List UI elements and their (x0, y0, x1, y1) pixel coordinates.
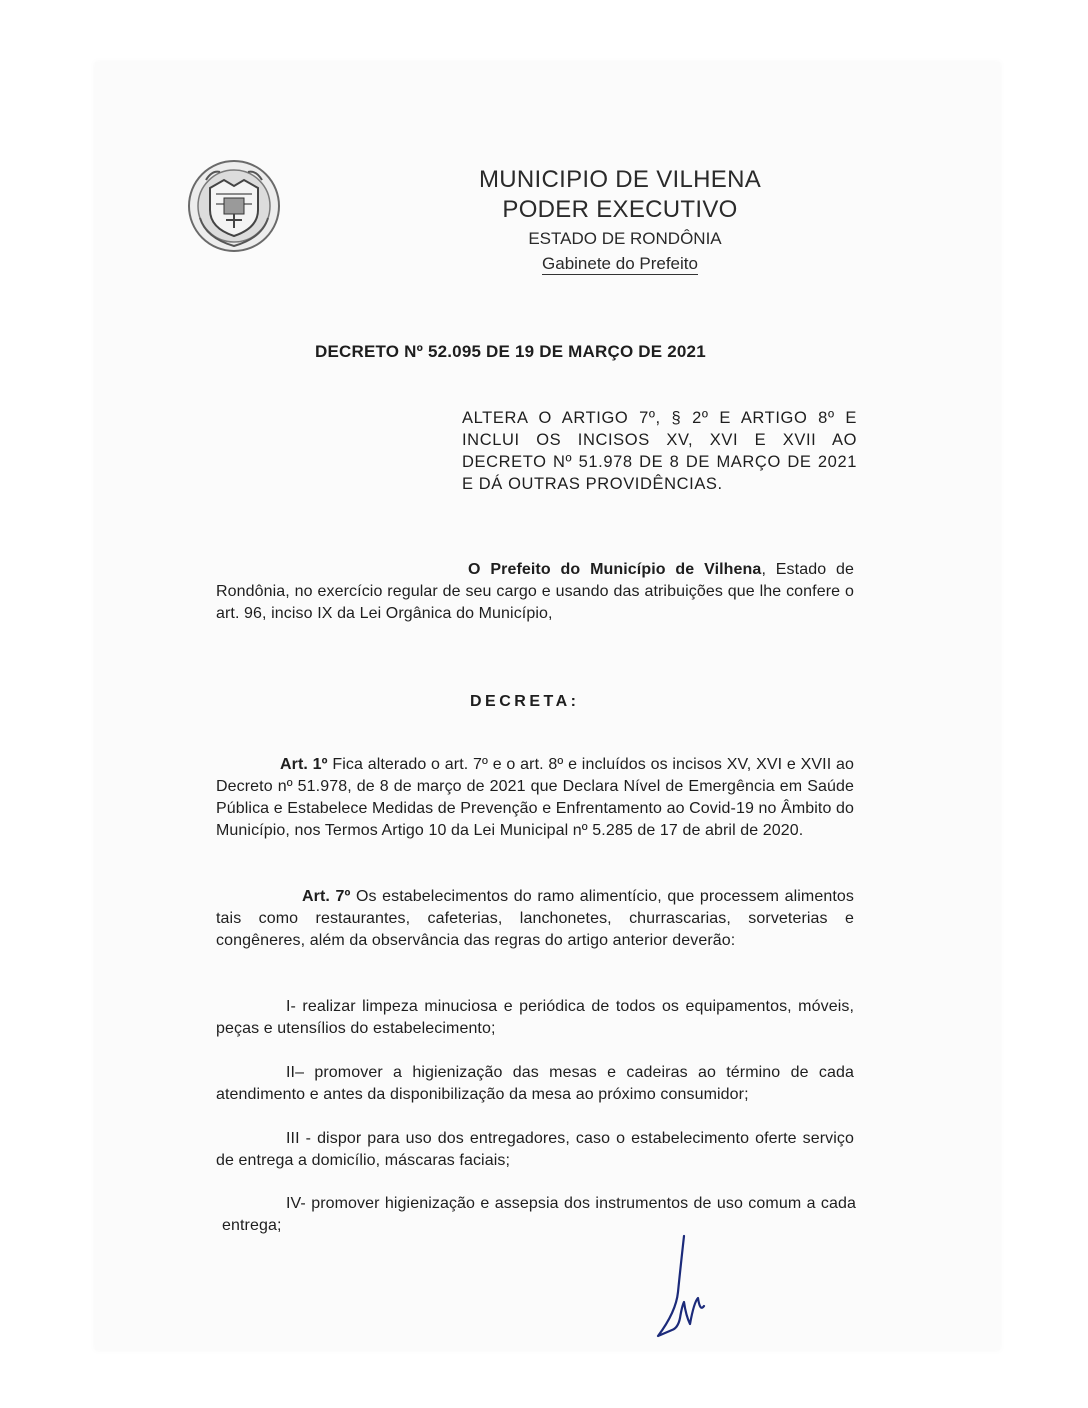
signature-icon (650, 1232, 710, 1344)
decree-title: DECRETO Nº 52.095 DE 19 DE MARÇO DE 2021 (315, 342, 706, 361)
article-1: Art. 1º Fica alterado o art. 7º e o art. 8º e incluídos os incisos XV, XVI e XVII ao Decreto nº 51.978, de 8 de março de 2021 que Declara Nível de Emergência em Saúde Pública e Estabelece Medidas de Prevenção e Enfrentamento ao Covid-19 no Âmbito do Município, nos Termos Artigo 10 da Lei Municipal nº 5.285 de 17 de abril de 2020. (216, 756, 854, 839)
inciso-3: III - dispor para uso dos entregadores, caso o estabelecimento oferte serviço de entrega a domicílio, máscaras faciais; (216, 1130, 854, 1169)
inciso-2: II– promover a higienização das mesas e cadeiras ao término de cada atendimento e antes da disponibilização da mesa ao próximo consumidor; (216, 1064, 854, 1103)
office-name: Gabinete do Prefeito (542, 254, 698, 273)
inciso-4: IV- promover higienização e assepsia dos instrumentos de uso comum a cada entrega; (222, 1195, 856, 1234)
municipality-name: MUNICIPIO DE VILHENA (478, 166, 762, 193)
decreta-heading: DECRETA: (470, 693, 580, 710)
executive-power: PODER EXECUTIVO (502, 196, 738, 223)
preamble-author: O Prefeito do Município de Vilhena (468, 561, 762, 578)
preamble: O Prefeito do Município de Vilhena, Estado de Rondônia, no exercício regular de seu cargo e usando das atribuições que lhe confere o art. 96, inciso IX da Lei Orgânica do Município, (216, 561, 855, 622)
decree-summary: ALTERA O ARTIGO 7º, § 2º E ARTIGO 8º E INCLUI OS INCISOS XV, XVI E XVII AO DECRETO Nº 51.978 DE 8 DE MARÇO DE 2021 E DÁ OUTRAS PROVIDÊNCIAS. (462, 409, 857, 493)
article-7: Art. 7º Os estabelecimentos do ramo alimentício, que processem alimentos tais como restaurantes, cafeterias, lanchonetes, churrascarias, sorveterias e congêneres, além da observância das regras do artigo anterior deverão: (216, 888, 854, 949)
inciso-1: I- realizar limpeza minuciosa e periódica de todos os equipamentos, móveis, peças e utensílios do estabelecimento; (216, 998, 854, 1037)
state-name: ESTADO DE RONDÔNIA (528, 229, 722, 248)
coat-of-arms-icon (186, 158, 282, 254)
article-1-label: Art. 1º (280, 756, 328, 773)
article-7-label: Art. 7º (302, 888, 351, 905)
